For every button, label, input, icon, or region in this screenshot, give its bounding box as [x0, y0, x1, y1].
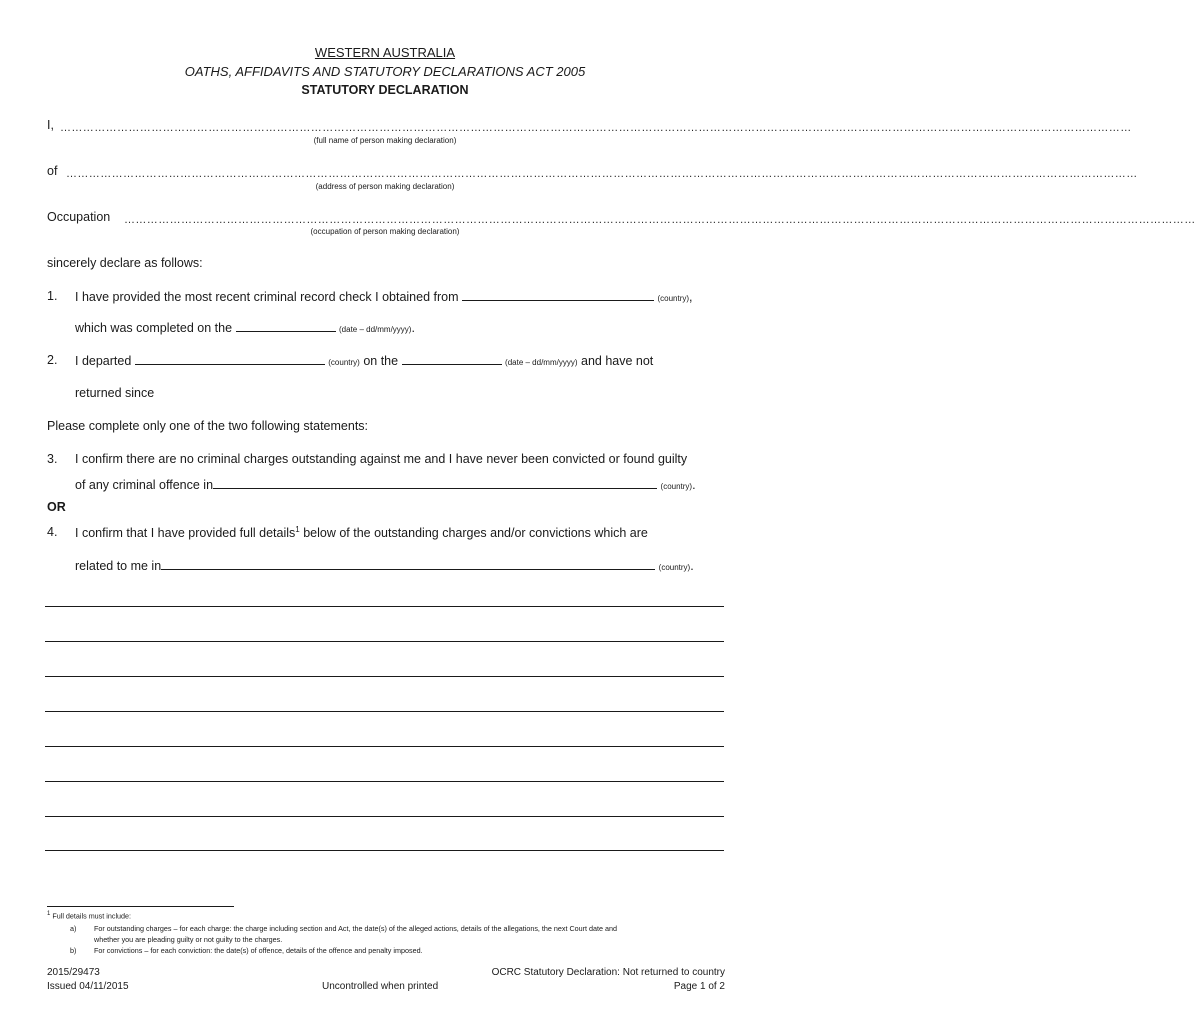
item-1-line-1: I have provided the most recent criminal record check I obtained from (country),: [75, 290, 693, 304]
occupation-label: Occupation: [47, 210, 111, 224]
item-2-line-2: returned since: [75, 386, 155, 400]
item-1-text: I have provided the most recent criminal record check I obtained from: [75, 290, 459, 304]
name-label: I,: [47, 118, 54, 132]
details-line-4[interactable]: [45, 711, 724, 712]
name-hint: (full name of person making declaration): [313, 136, 457, 145]
address-field[interactable]: …………………………………………………………………………………………………………………………………………………………………………………………………………………………………………………………: [66, 168, 1138, 180]
declare-intro: sincerely declare as follows:: [47, 256, 203, 270]
or-label: OR: [47, 500, 66, 514]
footnote-marker: 1: [47, 911, 51, 917]
footnote-b-text: For convictions – for each conviction: the date(s) of offence, details of the offence and penalty imposed.: [94, 946, 423, 955]
footnote-reference: 1: [295, 525, 300, 534]
item-2-date-field[interactable]: [402, 353, 502, 365]
item-4-line-2: related to me in (country).: [75, 559, 694, 573]
item-1-line-2: which was completed on the (date – dd/mm/yyyy).: [75, 321, 415, 335]
details-line-5[interactable]: [45, 746, 724, 747]
item-1-number: 1.: [47, 289, 58, 303]
item-2-text: I departed: [75, 354, 132, 368]
footnote-b-label: b): [70, 946, 77, 955]
details-line-7[interactable]: [45, 816, 724, 817]
item-1-country-hint: (country): [657, 294, 690, 303]
item-1-date-hint: (date – dd/mm/yyyy): [339, 325, 412, 334]
item-4-number: 4.: [47, 525, 58, 539]
item-1-country-field[interactable]: [462, 289, 654, 301]
details-line-6[interactable]: [45, 781, 724, 782]
item-2-tail-text: and have not: [581, 354, 654, 368]
item-2-number: 2.: [47, 353, 58, 367]
item-4-text-a: I confirm that I have provided full details: [75, 526, 296, 541]
item-2-line-1: [75, 353, 653, 368]
item-1-date-text: which was completed on the: [75, 321, 233, 335]
item-4-text-c: related to me in: [75, 559, 162, 573]
details-line-8[interactable]: [45, 850, 724, 851]
details-line-2[interactable]: [45, 641, 724, 642]
item-2-country-field[interactable]: [135, 353, 325, 365]
footer-uncontrolled: Uncontrolled when printed: [322, 981, 439, 992]
footer-page-number: Page 1 of 2: [673, 981, 725, 992]
item-1-date-field[interactable]: [236, 320, 336, 332]
item-4-text-b: below of the outstanding charges and/or convictions which are: [303, 526, 648, 541]
item-4-country-field[interactable]: [161, 558, 655, 570]
footer-document-name: OCRC Statutory Declaration: Not returned to country: [491, 967, 725, 978]
occupation-field[interactable]: …………………………………………………………………………………………………………………………………………………………………………………………………………………………………………………………: [124, 214, 1196, 226]
jurisdiction-heading: WESTERN AUSTRALIA: [314, 45, 456, 60]
details-line-3[interactable]: [45, 676, 724, 677]
footer-reference: 2015/29473: [47, 967, 100, 978]
item-3-country-field[interactable]: [213, 477, 657, 489]
footnote-a-text-2: whether you are pleading guilty or not guilty to the charges.: [94, 935, 283, 944]
act-heading: OATHS, AFFIDAVITS AND STATUTORY DECLARATIONS ACT 2005: [184, 64, 586, 79]
footnote-heading: [47, 911, 131, 920]
footnote-a-label: a): [70, 924, 77, 933]
item-4-line-1: [75, 525, 648, 540]
footnote-heading-text: Full details must include:: [52, 911, 132, 921]
item-3-country-hint: (country): [660, 482, 693, 491]
occupation-hint: (occupation of person making declaration): [310, 227, 460, 236]
document-title: STATUTORY DECLARATION: [301, 83, 469, 97]
item-3-number: 3.: [47, 452, 58, 466]
footer-issued: Issued 04/11/2015: [47, 981, 129, 992]
footnote-a-text-1: For outstanding charges – for each charge: the charge including section and Act, the date(s) of the alleged actions, details of the allegations, the next Court date and: [94, 924, 618, 933]
item-3-line-1: I confirm there are no criminal charges outstanding against me and I have never been convicted or found guilty: [75, 452, 688, 466]
details-line-1[interactable]: [45, 606, 724, 607]
instruction-text: Please complete only one of the two following statements:: [47, 419, 369, 433]
item-3-line-2: of any criminal offence in (country).: [75, 478, 696, 492]
item-3-text: of any criminal offence in: [75, 478, 214, 492]
item-2-country-hint: (country): [328, 358, 360, 367]
item-4-country-hint: (country): [658, 563, 691, 572]
address-hint: (address of person making declaration): [315, 182, 455, 191]
item-2-on-text: on the: [363, 354, 399, 368]
address-label: of: [47, 164, 58, 178]
name-field[interactable]: …………………………………………………………………………………………………………………………………………………………………………………………………………………………………………………………: [60, 122, 1132, 134]
footnote-separator: [47, 906, 234, 907]
item-2-date-hint: (date – dd/mm/yyyy): [505, 358, 578, 367]
